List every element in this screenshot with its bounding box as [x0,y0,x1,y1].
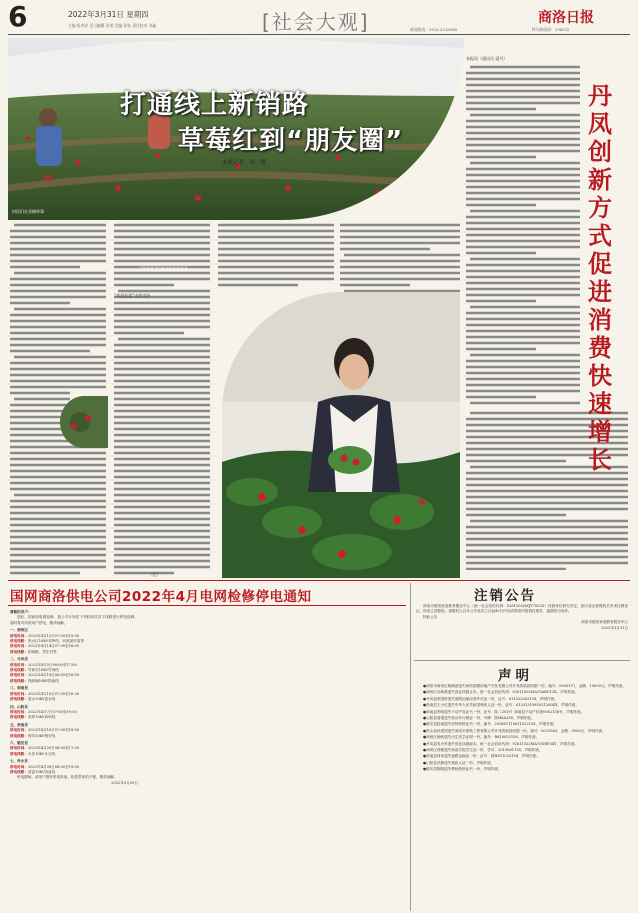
outage-intro: 您好，因商洛电网检修，我公司计划在下列时间对以下线路进行停电检修，届时将对所供用户停电，敬请谅解。 [10,615,138,625]
outage-area-value: 保安10kV保安线 [27,733,56,738]
outage-area-label: 停电线路： [10,678,28,683]
outage-area-value: 永乐10kV永乐线 [27,751,56,756]
declaration-item: ●洛南县王小红遗失中华人民共和国残疾人证一份，证号：61252319850312004X，声明作废。 [423,703,579,708]
declaration-item: ●丹凤县吴小军遗失营业执照副本，统一社会信用代码：92611022MA70DEF34Y，声明作废。 [423,741,579,746]
page-number: 6 [8,0,28,33]
outage-area-row [10,697,138,702]
outage-area-value: 热水区10kV邓岭线、河滨道安装等 [27,639,85,644]
page-header [0,0,638,36]
outage-area-value: 营盘10kV营盘线 [27,769,56,774]
notice-divider [414,660,630,661]
outage-time-label: 停电时间： [10,673,28,678]
cancel-date: 2022年3月31日 [601,625,628,630]
outage-area-label: 停电线路： [10,639,28,644]
outage-time-value: 2022年4月18日08:00至16:00 [27,673,80,678]
cancel-signer: 特此公告 [423,614,438,619]
declaration-item: ●山阳县冯静遗失残疾人证一份，声明作废。 [423,760,495,765]
declaration-item: ●商州区郑敏遗失商洛学院学生证一份，学号：2019061158，声明作废。 [423,748,543,753]
declaration-item: ●商州区刘海燕遗失营业执照正本，统一社会信用代码：92611002MA70ABC12X，声明作废。 [423,690,579,695]
photo-caption-left: 村民们在采摘草莓 [12,209,44,214]
outage-time-value: 2022年4月14日07:00至16:00 [27,644,80,649]
outage-time-label: 停电时间： [10,633,28,638]
outage-region-heading: 七、柞水县 [10,759,28,764]
declaration-item: ●洛南县何伟遗失道路运输证一份，证号：陕H611023158，声明作废。 [423,754,540,759]
declaration-title: 声明 [498,668,533,684]
declaration-item: ●柞水县孙建国遗失商洛市建筑工程有限公司开具的收款收据一份，编号：0021563，金额：5000元，声明作废。 [423,728,606,733]
outage-area-label: 停电线路： [10,769,28,774]
outage-footer-note: 停电期间，请用户做好停电准备。给您带来的不便，敬请谅解。 [17,775,118,780]
outage-intro-label: 尊敬的用户： [10,610,32,614]
outage-time-label: 停电时间： [10,709,28,714]
outage-area-label: 停电线路： [10,649,28,654]
center-photo [222,292,460,578]
editor-line: 主编 杨李安 见习编辑 张朋 美编 景钰 责任校对 刘鑫 [68,23,157,28]
declaration-item: ●商州区杨帆遗失出生医学证明一份，编号：R610023158，声明作废。 [423,735,540,740]
declaration-item: ●镇安县赵丽遗失医师资格证书一份，编号：201861110611022158，声明作废。 [423,722,558,727]
outage-time-value: 2022年4月28日08:00至19:00 [27,764,80,769]
outage-area-label: 停电线路： [10,733,28,738]
outage-region-heading: 四、山阳县 [10,704,28,709]
side-headline: 丹凤创新方式促进消费快速增长 [588,82,612,474]
outage-time-value: 2022年4月20日08:00至17:00 [27,746,80,751]
outage-time-value: 2022年4月7日07:00至19:00 [27,709,77,714]
outage-area-value: 阳城镇、茅庄村等 [27,649,57,654]
outage-time-label: 停电时间： [10,691,28,696]
outage-time-value: 2022年4月16日07:00至18:00 [27,728,80,733]
outage-date: 2022年3月29日 [111,780,138,785]
outage-time-label: 停电时间： [10,746,28,751]
outage-body [10,610,406,910]
outage-area-value: 富水10kV富水线 [27,697,56,702]
issue-date: 2022年3月31日 星期四 [68,10,149,19]
declaration-list [416,684,628,910]
outage-area-label: 停电线路： [10,668,28,673]
outage-area-label: 停电线路： [10,697,28,702]
article-body-col2 [114,222,210,578]
outage-time-label: 停电时间： [10,662,28,667]
outage-region-heading: 六、镇安县 [10,740,28,745]
cancel-title: 注销公告 [474,588,536,604]
outage-area-value: 高坝10kV高坝线 [27,715,56,720]
outage-area-row [10,679,138,684]
outage-area-label: 停电线路： [10,751,28,756]
feature-headline-1: 打通线上新销路 [120,90,310,120]
photo-caption-mid1: “草莓花美”漂亮的草莓盆景 [140,266,189,271]
section-title: [社会大观] [262,10,370,34]
cancel-body-wrap [416,604,628,631]
outage-area-row [10,650,138,655]
vertical-divider [410,583,411,911]
header-rule [8,34,630,35]
outage-title: 国网商洛供电公司2022年4月电网检修停电通知 [10,589,312,605]
outage-time-label: 停电时间： [10,728,28,733]
outage-title-rule [8,605,406,606]
outage-time-value: 2022年4月5日08:00至17:00 [27,662,77,667]
feature-headline-2: 草莓红到“朋友圈” [178,126,404,156]
cancel-org: 商洛市德美家庭教育服务中心 [581,620,628,625]
outage-time-value: 2022年4月12日07:00至15:00 [27,633,80,638]
outage-region-heading: 三、商南县 [10,686,28,691]
outage-region-heading: 五、洛南县 [10,722,28,727]
inset-photo-left [60,396,108,448]
outage-time-value: 2022年4月10日07:30至16:30 [27,691,80,696]
outage-time-label: 停电时间： [10,764,28,769]
section-divider [8,580,630,581]
declaration-item: ●镇安县陈刚遗失教师资格证书一份，声明作废。 [423,767,502,772]
edition-info: 特刊新闻部：238252 [532,27,570,32]
article-body-col3 [218,222,334,292]
feature-byline: 本报记者 胡 蝶 [222,160,267,166]
declaration-item: ●商南县李明遗失不动产权证书一份，证号：陕（2019）商南县不动产权第0002156号，声明作废。 [423,709,585,714]
hotline: 新闻热线：0914-2318288 [410,27,457,32]
cancel-body: 商洛市德美家庭教育服务中心（统一社会信用代码：52611002MJY7822X）经我单位研究决定，拟向登记管理机关申请注销登记，现成立清算组。请债权人自本公告发布之日起45日内向清算组申报债权债务，逾期视为放弃。 [416,604,628,614]
outage-area-row [10,752,138,757]
outage-region-heading: 二、丹凤县 [10,657,28,662]
photo-caption-mid2: “草莓盆栽”走俏市场 [114,293,151,298]
outage-area-value: 铁峪铺10kV铁峪线 [27,678,59,683]
outage-area-row [10,715,138,720]
outage-area-label: 停电线路： [10,715,28,720]
outage-area-row [10,734,138,739]
side-byline: 本报讯（通讯员 梁丹） [466,56,508,61]
outage-sections [10,628,138,775]
outage-region-heading: 一、商州区 [10,628,28,633]
brand-logo: 商洛日报 [538,10,594,26]
declaration-item: ●丹凤县张国栋遗失道路运输经营许可证一份，证号：611022002158，声明作废。 [423,696,558,701]
declaration-item: ●山阳县周强遗失机动车行驶证一份，号牌：陕H8A316，声明作废。 [423,716,535,721]
outage-time-label: 停电时间： [10,644,28,649]
article-ending: （完） [148,572,160,577]
declaration-item: ●商洛市商州区陈焕绪遗失商洛国强房地产开发有限公司开具的收款收据一份，编号：0000157，金额：10000元，声明作废。 [423,684,627,688]
outage-area-value: 竹林关10kV竹林线 [27,668,59,673]
